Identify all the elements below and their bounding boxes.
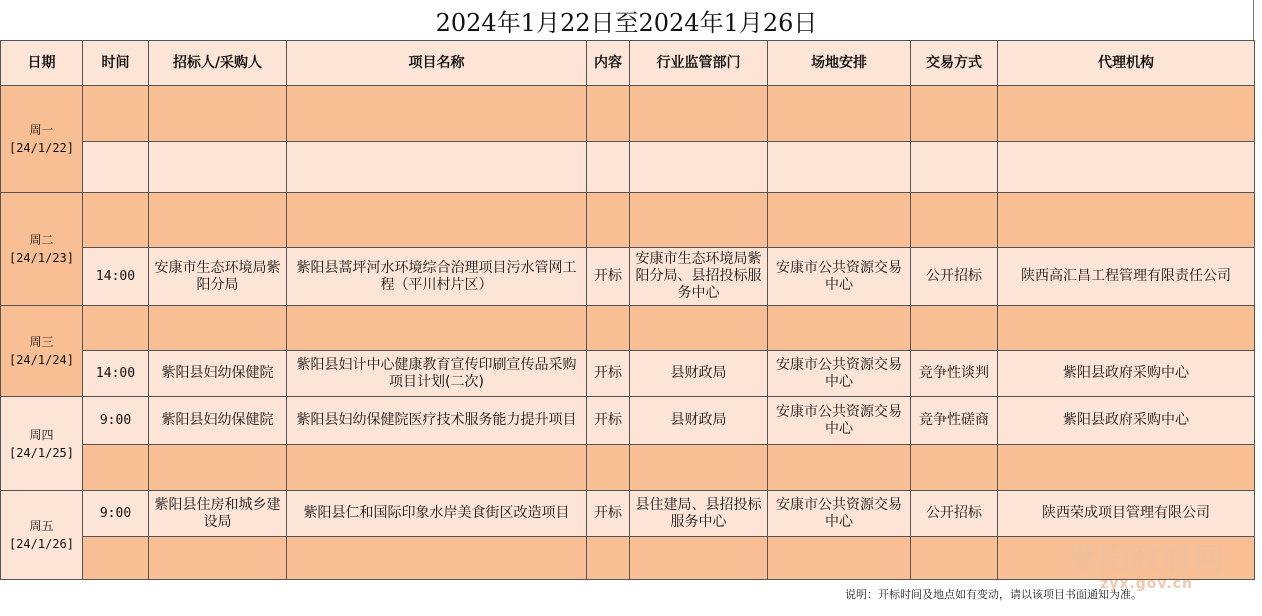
day-label: 周一: [29, 123, 54, 137]
time-cell: 9:00: [83, 491, 149, 537]
agency-cell: [998, 86, 1255, 142]
page-title: 2024年1月22日至2024年1月26日: [0, 0, 1254, 40]
project-cell: 紫阳县仁和国际印象水岸美食街区改造项目: [287, 491, 587, 537]
bidder-cell: [149, 445, 287, 491]
header-agency: 代理机构: [998, 41, 1255, 86]
content-cell: 开标: [587, 351, 630, 397]
date-cell-thursday: [1, 397, 83, 491]
method-cell: [911, 445, 998, 491]
table-row: [1, 491, 1255, 537]
time-cell: 14:00: [83, 248, 149, 306]
watermark-url: zyx.gov.cn: [1100, 576, 1193, 592]
venue-cell: 安康市公共资源交易中心: [768, 248, 911, 306]
agency-cell: [998, 142, 1255, 193]
date-label: [24/1/22]: [8, 141, 75, 155]
day-label: 周三: [29, 335, 54, 349]
header-dept: 行业监管部门: [630, 41, 768, 86]
day-label: 周二: [29, 233, 54, 247]
header-project: 项目名称: [287, 41, 587, 86]
agency-cell: 陕西高汇昌工程管理有限责任公司: [998, 248, 1255, 306]
dept-cell: [630, 86, 768, 142]
header-date: 日期: [1, 41, 83, 86]
agency-cell: [998, 306, 1255, 351]
agency-cell: 陕西荣成项目管理有限公司: [998, 491, 1255, 537]
date-label: [24/1/24]: [8, 353, 75, 367]
time-cell: [83, 445, 149, 491]
time-cell: [83, 193, 149, 248]
header-row: [1, 41, 1255, 86]
table-row: [1, 397, 1255, 445]
header-bidder: 招标人/采购人: [149, 41, 287, 86]
date-cell-tuesday: [1, 193, 83, 306]
table-row: [1, 193, 1255, 248]
method-cell: [911, 86, 998, 142]
method-cell: [911, 306, 998, 351]
project-cell: [287, 193, 587, 248]
content-cell: 开标: [587, 491, 630, 537]
content-cell: 开标: [587, 248, 630, 306]
table-row: [1, 306, 1255, 351]
date-cell-friday: [1, 491, 83, 580]
time-cell: [83, 142, 149, 193]
venue-cell: [768, 445, 911, 491]
agency-cell: 紫阳县政府采购中心: [998, 351, 1255, 397]
time-cell: [83, 86, 149, 142]
dept-cell: 县财政局: [630, 397, 768, 445]
dept-cell: 县财政局: [630, 351, 768, 397]
dept-cell: [630, 193, 768, 248]
bidder-cell: 安康市生态环境局紫阳分局: [149, 248, 287, 306]
project-cell: [287, 86, 587, 142]
header-venue: 场地安排: [768, 41, 911, 86]
venue-cell: [768, 537, 911, 580]
table-row: [1, 248, 1255, 306]
time-cell: [83, 306, 149, 351]
content-cell: [587, 86, 630, 142]
bidder-cell: 紫阳县住房和城乡建设局: [149, 491, 287, 537]
method-cell: 竞争性磋商: [911, 397, 998, 445]
date-label: [24/1/23]: [8, 251, 75, 265]
content-cell: 开标: [587, 397, 630, 445]
table-row: [1, 537, 1255, 580]
content-cell: [587, 142, 630, 193]
content-cell: [587, 193, 630, 248]
agency-cell: [998, 193, 1255, 248]
project-cell: [287, 142, 587, 193]
method-cell: 公开招标: [911, 491, 998, 537]
venue-cell: [768, 142, 911, 193]
date-label: [24/1/26]: [8, 537, 75, 551]
content-cell: [587, 306, 630, 351]
content-cell: [587, 537, 630, 580]
site-watermark: [1069, 534, 1224, 592]
project-cell: 紫阳县妇计中心健康教育宣传印刷宣传品采购项目计划(二次): [287, 351, 587, 397]
venue-cell: 安康市公共资源交易中心: [768, 351, 911, 397]
day-label: 周五: [29, 519, 54, 533]
bidder-cell: 紫阳县妇幼保健院: [149, 351, 287, 397]
agency-cell: [998, 445, 1255, 491]
method-cell: [911, 142, 998, 193]
dept-cell: [630, 537, 768, 580]
bidder-cell: [149, 193, 287, 248]
method-cell: [911, 537, 998, 580]
project-cell: [287, 537, 587, 580]
method-cell: [911, 193, 998, 248]
venue-cell: [768, 306, 911, 351]
watermark-title: 紫阳政府网: [1069, 542, 1224, 577]
table-row: [1, 351, 1255, 397]
dept-cell: [630, 306, 768, 351]
table-row: [1, 445, 1255, 491]
bidder-cell: 紫阳县妇幼保健院: [149, 397, 287, 445]
agency-cell: 紫阳县政府采购中心: [998, 397, 1255, 445]
project-cell: [287, 445, 587, 491]
date-label: [24/1/25]: [8, 445, 75, 460]
venue-cell: 安康市公共资源交易中心: [768, 397, 911, 445]
dept-cell: [630, 142, 768, 193]
date-cell-monday: [1, 86, 83, 193]
header-content: 内容: [587, 41, 630, 86]
time-cell: [83, 537, 149, 580]
header-method: 交易方式: [911, 41, 998, 86]
project-cell: 紫阳县妇幼保健院医疗技术服务能力提升项目: [287, 397, 587, 445]
bidder-cell: [149, 86, 287, 142]
footnote: 说明：开标时间及地点如有变动，请以该项目书面通知为准。: [845, 588, 1142, 601]
project-cell: [287, 306, 587, 351]
dept-cell: [630, 445, 768, 491]
content-cell: [587, 445, 630, 491]
bidder-cell: [149, 537, 287, 580]
method-cell: 竞争性谈判: [911, 351, 998, 397]
venue-cell: [768, 86, 911, 142]
venue-cell: [768, 193, 911, 248]
dept-cell: 安康市生态环境局紫阳分局、县招投标服务中心: [630, 248, 768, 306]
header-time: 时间: [83, 41, 149, 86]
day-label: 周四: [29, 427, 54, 442]
project-cell: 紫阳县蒿坪河水环境综合治理项目污水管网工程（平川村片区）: [287, 248, 587, 306]
date-cell-wednesday: [1, 306, 83, 397]
bidder-cell: [149, 142, 287, 193]
method-cell: 公开招标: [911, 248, 998, 306]
time-cell: 14:00: [83, 351, 149, 397]
dept-cell: 县住建局、县招投标服务中心: [630, 491, 768, 537]
venue-cell: 安康市公共资源交易中心: [768, 491, 911, 537]
schedule-table: [0, 40, 1255, 580]
table-row: [1, 142, 1255, 193]
bidder-cell: [149, 306, 287, 351]
table-row: [1, 86, 1255, 142]
time-cell: 9:00: [83, 397, 149, 445]
